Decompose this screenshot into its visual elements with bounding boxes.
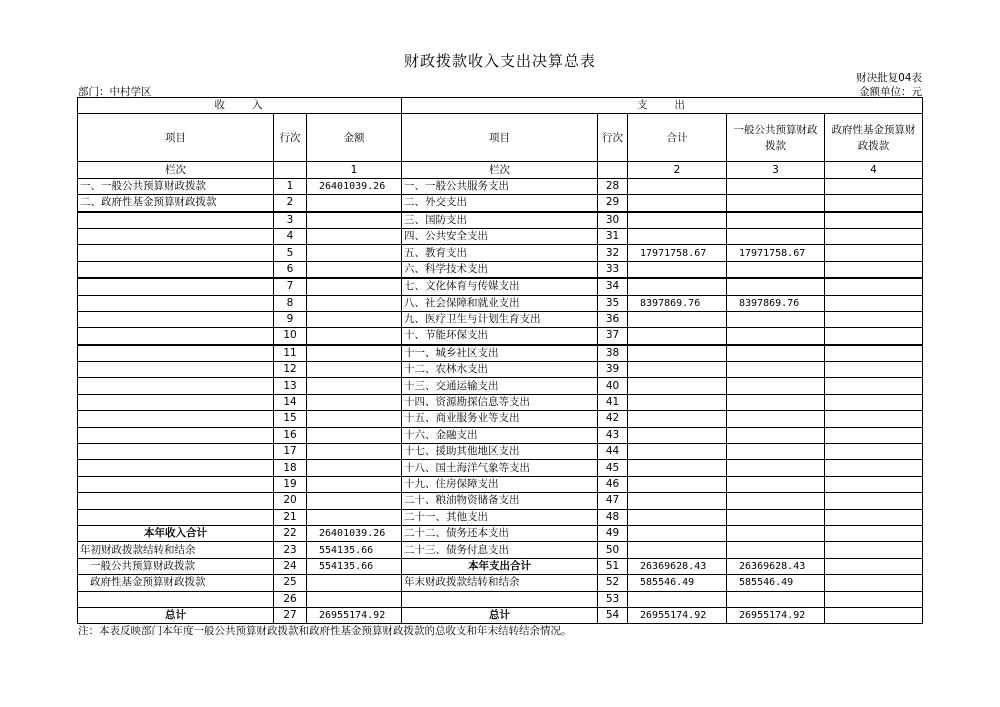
- table-row: [78, 245, 923, 261]
- table-row: [78, 493, 923, 509]
- amount-unit: 金额单位：元: [859, 86, 922, 98]
- income-row-no: 8: [274, 295, 307, 311]
- income-item: [78, 444, 274, 460]
- expense-total: [628, 591, 727, 607]
- expense-general-budget: [727, 525, 825, 541]
- column-number: [274, 162, 307, 178]
- income-amount: [307, 575, 402, 591]
- income-row-no: 13: [274, 378, 307, 394]
- income-item: [78, 394, 274, 410]
- expense-gov-fund: [825, 345, 923, 362]
- income-amount: [307, 394, 402, 410]
- expense-item: 十三、交通运输支出: [402, 378, 598, 394]
- table-row: [78, 261, 923, 278]
- expense-item: 年末财政拨款结转和结余: [402, 575, 598, 591]
- table-row: [78, 228, 923, 244]
- expense-total: [628, 195, 727, 212]
- income-row-no: 20: [274, 493, 307, 509]
- expense-row-no: 34: [598, 278, 628, 295]
- expense-total: [628, 427, 727, 443]
- expense-general-budget: [727, 228, 825, 244]
- income-item: [78, 427, 274, 443]
- expense-total: [628, 311, 727, 327]
- expense-general-budget: [727, 212, 825, 229]
- income-row-no: 7: [274, 278, 307, 295]
- column-number: 栏次: [402, 162, 598, 178]
- department-label: 部门：中村学区: [78, 86, 152, 98]
- income-amount: [307, 509, 402, 525]
- expense-row-no: 49: [598, 525, 628, 541]
- table-row: [78, 558, 923, 574]
- income-item: 二、政府性基金预算财政拨款: [78, 195, 274, 212]
- expense-gov-fund: [825, 493, 923, 509]
- expense-row-no: 43: [598, 427, 628, 443]
- expense-item: 二十、粮油物资储备支出: [402, 493, 598, 509]
- table-row: [78, 411, 923, 427]
- expense-total: [628, 378, 727, 394]
- expense-row-no: 32: [598, 245, 628, 261]
- income-amount: [307, 295, 402, 311]
- expense-gov-fund: [825, 591, 923, 607]
- table-row: [78, 476, 923, 492]
- expense-item: 五、教育支出: [402, 245, 598, 261]
- expense-total: [628, 345, 727, 362]
- income-amount: [307, 228, 402, 244]
- expense-row-no: 52: [598, 575, 628, 591]
- expense-row-no: 31: [598, 228, 628, 244]
- income-amount: 26955174.92: [307, 607, 402, 623]
- expense-gov-fund: [825, 278, 923, 295]
- expense-row-no: 39: [598, 362, 628, 378]
- table-row: [78, 311, 923, 327]
- expense-general-budget: [727, 278, 825, 295]
- income-row-no: 15: [274, 411, 307, 427]
- table-row: [78, 607, 923, 623]
- expense-total: [628, 278, 727, 295]
- expense-general-budget: [727, 493, 825, 509]
- income-row-no: 18: [274, 460, 307, 476]
- expense-item: 九、医疗卫生与计划生育支出: [402, 311, 598, 327]
- expense-item: 一、一般公共服务支出: [402, 178, 598, 194]
- expense-item: 二十一、其他支出: [402, 509, 598, 525]
- table-row: [78, 509, 923, 525]
- table-row: [78, 591, 923, 607]
- income-row-no: 23: [274, 542, 307, 558]
- income-row-no: 19: [274, 476, 307, 492]
- expense-total: 17971758.67: [628, 245, 727, 261]
- expense-general-budget: [727, 460, 825, 476]
- header-row-no: 行次: [274, 114, 307, 162]
- expense-general-budget: [727, 444, 825, 460]
- expense-gov-fund: [825, 509, 923, 525]
- income-row-no: 5: [274, 245, 307, 261]
- header-item-expense: 项目: [402, 114, 598, 162]
- expense-total: [628, 261, 727, 278]
- expense-row-no: 36: [598, 311, 628, 327]
- expense-row-no: 42: [598, 411, 628, 427]
- income-item: 总计: [78, 607, 274, 623]
- expense-item: 七、文化体育与传媒支出: [402, 278, 598, 295]
- expense-general-budget: [727, 345, 825, 362]
- expense-gov-fund: [825, 525, 923, 541]
- report-title: 财政拨款收入支出决算总表: [403, 52, 596, 70]
- expense-total: [628, 178, 727, 194]
- table-row: [78, 328, 923, 345]
- income-item: [78, 345, 274, 362]
- income-row-no: 10: [274, 328, 307, 345]
- expense-general-budget: [727, 328, 825, 345]
- income-amount: 554135.66: [307, 558, 402, 574]
- table-row: [78, 278, 923, 295]
- income-amount: [307, 245, 402, 261]
- expense-general-budget: [727, 394, 825, 410]
- expense-item: [402, 591, 598, 607]
- income-item: [78, 328, 274, 345]
- table-row: [78, 212, 923, 229]
- expense-item: 十九、住房保障支出: [402, 476, 598, 492]
- column-number: 4: [825, 162, 923, 178]
- footnote: 注：本表反映部门本年度一般公共预算财政拨款和政府性基金预算财政拨款的总收支和年末结转结余情况。: [78, 625, 572, 637]
- expense-row-no: 30: [598, 212, 628, 229]
- income-amount: [307, 362, 402, 378]
- income-row-no: 25: [274, 575, 307, 591]
- header-gov-fund: 政府性基金预算财政拨款: [825, 114, 923, 162]
- income-row-no: 21: [274, 509, 307, 525]
- table-row: [78, 525, 923, 541]
- income-row-no: 2: [274, 195, 307, 212]
- income-row-no: 4: [274, 228, 307, 244]
- column-number: 栏次: [78, 162, 274, 178]
- column-number-row: [78, 162, 923, 178]
- expense-section-label: 支 出: [402, 98, 923, 114]
- expense-general-budget: [727, 362, 825, 378]
- income-row-no: 26: [274, 591, 307, 607]
- expense-row-no: 35: [598, 295, 628, 311]
- income-amount: [307, 378, 402, 394]
- income-amount: [307, 328, 402, 345]
- expense-row-no: 50: [598, 542, 628, 558]
- income-row-no: 3: [274, 212, 307, 229]
- income-item: [78, 362, 274, 378]
- header-total: 合计: [628, 114, 727, 162]
- income-row-no: 14: [274, 394, 307, 410]
- expense-row-no: 33: [598, 261, 628, 278]
- header-general-budget: 一般公共预算财政拨款: [727, 114, 825, 162]
- table-row: [78, 178, 923, 194]
- column-number: 3: [727, 162, 825, 178]
- expense-total: [628, 328, 727, 345]
- expense-item: 二十二、债务还本支出: [402, 525, 598, 541]
- expense-item: 十一、城乡社区支出: [402, 345, 598, 362]
- income-item: 一、一般公共预算财政拨款: [78, 178, 274, 194]
- expense-general-budget: [727, 509, 825, 525]
- expense-item: 八、社会保障和就业支出: [402, 295, 598, 311]
- income-amount: [307, 591, 402, 607]
- column-number: 2: [628, 162, 727, 178]
- column-number: [598, 162, 628, 178]
- expense-row-no: 44: [598, 444, 628, 460]
- table-row: [78, 295, 923, 311]
- expense-gov-fund: [825, 212, 923, 229]
- expense-gov-fund: [825, 607, 923, 623]
- income-amount: 26401039.26: [307, 525, 402, 541]
- income-item: 本年收入合计: [78, 525, 274, 541]
- expense-gov-fund: [825, 476, 923, 492]
- expense-item: 十五、商业服务业等支出: [402, 411, 598, 427]
- income-amount: [307, 311, 402, 327]
- expense-row-no: 51: [598, 558, 628, 574]
- income-item: [78, 278, 274, 295]
- expense-gov-fund: [825, 444, 923, 460]
- expense-row-no: 29: [598, 195, 628, 212]
- income-item: [78, 476, 274, 492]
- expense-gov-fund: [825, 178, 923, 194]
- expense-total: [628, 444, 727, 460]
- income-amount: [307, 195, 402, 212]
- expense-total: 8397869.76: [628, 295, 727, 311]
- income-amount: [307, 427, 402, 443]
- table-row: [78, 394, 923, 410]
- income-row-no: 17: [274, 444, 307, 460]
- income-amount: [307, 212, 402, 229]
- table-row: [78, 195, 923, 212]
- expense-row-no: 28: [598, 178, 628, 194]
- expense-gov-fund: [825, 378, 923, 394]
- expense-total: [628, 362, 727, 378]
- expense-total: 585546.49: [628, 575, 727, 591]
- income-item: [78, 261, 274, 278]
- expense-gov-fund: [825, 394, 923, 410]
- expense-general-budget: 585546.49: [727, 575, 825, 591]
- expense-general-budget: [727, 195, 825, 212]
- table-row: [78, 575, 923, 591]
- expense-row-no: 46: [598, 476, 628, 492]
- income-item: [78, 460, 274, 476]
- income-amount: [307, 411, 402, 427]
- expense-row-no: 41: [598, 394, 628, 410]
- expense-gov-fund: [825, 261, 923, 278]
- income-item: [78, 212, 274, 229]
- expense-item: 十二、农林水支出: [402, 362, 598, 378]
- expense-general-budget: [727, 427, 825, 443]
- expense-gov-fund: [825, 245, 923, 261]
- income-item: [78, 493, 274, 509]
- expense-item: 十六、金融支出: [402, 427, 598, 443]
- expense-item: 十七、援助其他地区支出: [402, 444, 598, 460]
- income-row-no: 24: [274, 558, 307, 574]
- table-row: [78, 460, 923, 476]
- expense-item: 四、公共安全支出: [402, 228, 598, 244]
- income-row-no: 12: [274, 362, 307, 378]
- expense-general-budget: 17971758.67: [727, 245, 825, 261]
- header-row-no-expense: 行次: [598, 114, 628, 162]
- income-row-no: 6: [274, 261, 307, 278]
- expense-item: 十八、国土海洋气象等支出: [402, 460, 598, 476]
- income-row-no: 22: [274, 525, 307, 541]
- expense-total: [628, 228, 727, 244]
- expense-general-budget: [727, 591, 825, 607]
- expense-general-budget: [727, 476, 825, 492]
- income-item: 政府性基金预算财政拨款: [78, 575, 274, 591]
- expense-general-budget: 26955174.92: [727, 607, 825, 623]
- expense-gov-fund: [825, 311, 923, 327]
- expense-row-no: 48: [598, 509, 628, 525]
- expense-gov-fund: [825, 575, 923, 591]
- expense-total: [628, 212, 727, 229]
- expense-general-budget: [727, 261, 825, 278]
- expense-gov-fund: [825, 195, 923, 212]
- income-amount: 26401039.26: [307, 178, 402, 194]
- expense-item: 十四、资源勘探信息等支出: [402, 394, 598, 410]
- expense-gov-fund: [825, 328, 923, 345]
- income-item: [78, 295, 274, 311]
- expense-gov-fund: [825, 542, 923, 558]
- expense-general-budget: [727, 542, 825, 558]
- income-amount: [307, 261, 402, 278]
- expense-item: 本年支出合计: [402, 558, 598, 574]
- income-item: [78, 591, 274, 607]
- expense-item: 二十三、债务付息支出: [402, 542, 598, 558]
- expense-total: 26955174.92: [628, 607, 727, 623]
- expense-gov-fund: [825, 558, 923, 574]
- table-row: [78, 378, 923, 394]
- expense-item: 六、科学技术支出: [402, 261, 598, 278]
- income-row-no: 27: [274, 607, 307, 623]
- income-item: [78, 311, 274, 327]
- expense-total: [628, 476, 727, 492]
- expense-row-no: 37: [598, 328, 628, 345]
- expense-gov-fund: [825, 427, 923, 443]
- expense-total: [628, 542, 727, 558]
- expense-item: 二、外交支出: [402, 195, 598, 212]
- expense-total: [628, 394, 727, 410]
- expense-row-no: 53: [598, 591, 628, 607]
- income-row-no: 1: [274, 178, 307, 194]
- section-header-row: [78, 98, 923, 114]
- expense-total: [628, 411, 727, 427]
- expense-general-budget: 8397869.76: [727, 295, 825, 311]
- column-number: 1: [307, 162, 402, 178]
- expense-general-budget: [727, 378, 825, 394]
- table-row: [78, 345, 923, 362]
- expense-total: [628, 460, 727, 476]
- header-item: 项目: [78, 114, 274, 162]
- expense-gov-fund: [825, 228, 923, 244]
- expense-gov-fund: [825, 411, 923, 427]
- table-row: [78, 444, 923, 460]
- report-table: [77, 97, 923, 624]
- table-row: [78, 542, 923, 558]
- table-row: [78, 362, 923, 378]
- income-section-label: 收 入: [78, 98, 402, 114]
- header-amount: 金额: [307, 114, 402, 162]
- income-item: 一般公共预算财政拨款: [78, 558, 274, 574]
- expense-total: 26369628.43: [628, 558, 727, 574]
- income-item: [78, 245, 274, 261]
- expense-gov-fund: [825, 362, 923, 378]
- income-item: [78, 411, 274, 427]
- expense-row-no: 38: [598, 345, 628, 362]
- income-amount: [307, 345, 402, 362]
- expense-item: 三、国防支出: [402, 212, 598, 229]
- income-item: [78, 378, 274, 394]
- expense-general-budget: [727, 411, 825, 427]
- expense-row-no: 54: [598, 607, 628, 623]
- expense-general-budget: 26369628.43: [727, 558, 825, 574]
- expense-general-budget: [727, 311, 825, 327]
- expense-total: [628, 525, 727, 541]
- income-amount: [307, 278, 402, 295]
- income-item: [78, 509, 274, 525]
- expense-gov-fund: [825, 460, 923, 476]
- expense-item: 总计: [402, 607, 598, 623]
- income-row-no: 11: [274, 345, 307, 362]
- income-item: 年初财政拨款结转和结余: [78, 542, 274, 558]
- income-item: [78, 228, 274, 244]
- form-code: 财决批复04表: [856, 72, 922, 84]
- expense-total: [628, 509, 727, 525]
- expense-gov-fund: [825, 295, 923, 311]
- column-header-row: [78, 114, 923, 162]
- expense-row-no: 47: [598, 493, 628, 509]
- expense-general-budget: [727, 178, 825, 194]
- income-amount: [307, 493, 402, 509]
- expense-row-no: 40: [598, 378, 628, 394]
- table-row: [78, 427, 923, 443]
- income-amount: [307, 476, 402, 492]
- income-row-no: 16: [274, 427, 307, 443]
- expense-row-no: 45: [598, 460, 628, 476]
- income-amount: [307, 460, 402, 476]
- expense-total: [628, 493, 727, 509]
- income-row-no: 9: [274, 311, 307, 327]
- income-amount: [307, 444, 402, 460]
- expense-item: 十、节能环保支出: [402, 328, 598, 345]
- income-amount: 554135.66: [307, 542, 402, 558]
